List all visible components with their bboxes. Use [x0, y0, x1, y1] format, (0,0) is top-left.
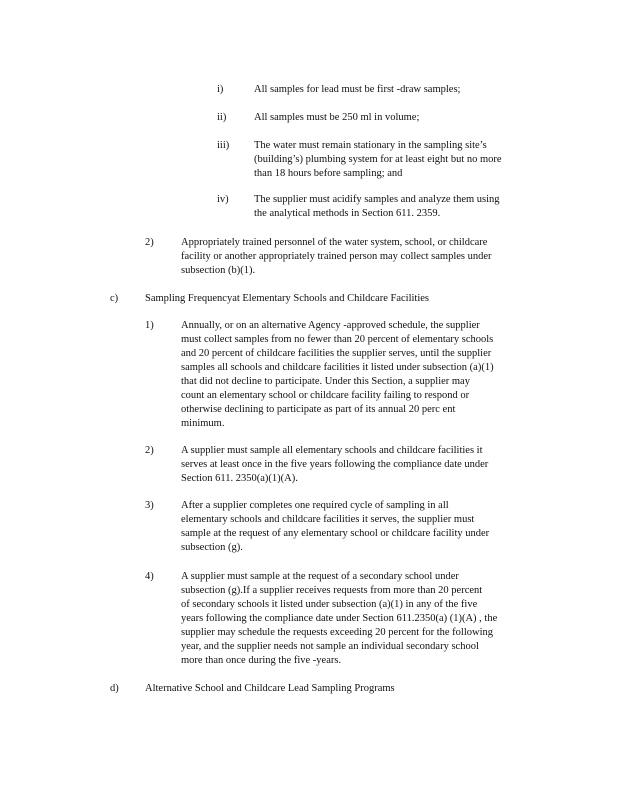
text-line: more than once during the five -years. — [181, 655, 342, 666]
text-line: serves at least once in the five years following the compliance date under — [181, 459, 489, 470]
text-line: years following the compliance date under Section 611.2350(a) (1)(A) , the — [181, 613, 498, 624]
text-line: elementary schools and childcare facilities it serves, the supplier must — [181, 514, 475, 525]
text-line: must collect samples from no fewer than 20 percent of elementary schools — [181, 334, 494, 345]
item-label: iv) — [217, 194, 229, 205]
text-line: and 20 percent of childcare facilities the supplier serves, until the supplier — [181, 348, 492, 359]
text-line: otherwise declining to participate as part of its annual 20 perc ent — [181, 404, 456, 415]
item-label: iii) — [217, 140, 230, 151]
item-label: 4) — [145, 571, 154, 582]
text-line: Annually, or on an alternative Agency -approved schedule, the supplier — [181, 320, 480, 331]
text-line: The supplier must acidify samples and analyze them using — [254, 194, 500, 205]
text-line: of secondary schools it listed under subsection (a)(1) in any of the five — [181, 599, 478, 610]
item-label: 3) — [145, 500, 154, 511]
item-label: 2) — [145, 237, 154, 248]
text-line: All samples must be 250 ml in volume; — [254, 112, 420, 123]
text-line: than 18 hours before sampling; and — [254, 168, 403, 179]
text-line: (building’s) plumbing system for at least eight but no more — [254, 154, 502, 165]
text-line: A supplier must sample at the request of a secondary school under — [181, 571, 459, 582]
section-label: c) — [110, 293, 119, 304]
item-label: 2) — [145, 445, 154, 456]
text-line: the analytical methods in Section 611. 2359. — [254, 208, 441, 219]
item-label: i) — [217, 84, 224, 95]
text-line: The water must remain stationary in the sampling site’s — [254, 140, 487, 151]
section-heading-text: Sampling Frequencyat Elementary Schools and Childcare Facilities — [145, 293, 430, 304]
item-label: 1) — [145, 320, 154, 331]
section-label: d) — [110, 683, 119, 694]
text-line: subsection (b)(1). — [181, 265, 256, 276]
text-line: subsection (g). — [181, 542, 243, 553]
text-line: Section 611. 2350(a)(1)(A). — [181, 473, 298, 484]
text-line: minimum. — [181, 418, 225, 429]
text-line: that did not decline to participate. Under this Section, a supplier may — [181, 376, 470, 387]
text-line: Appropriately trained personnel of the water system, school, or childcare — [181, 237, 488, 248]
text-line: subsection (g).If a supplier receives requests from more than 20 percent — [181, 585, 483, 596]
text-line: year, and the supplier needs not sample an individual secondary school — [181, 641, 479, 652]
section-heading-text: Alternative School and Childcare Lead Sampling Programs — [145, 683, 395, 694]
text-line: All samples for lead must be first -draw samples; — [254, 84, 461, 95]
text-line: A supplier must sample all elementary schools and childcare facilities it — [181, 445, 483, 456]
item-label: ii) — [217, 112, 227, 123]
text-line: samples all schools and childcare facilities it listed under subsection (a)(1) — [181, 362, 494, 373]
text-line: supplier may schedule the requests exceeding 20 percent for the following — [181, 627, 493, 638]
text-line: After a supplier completes one required cycle of sampling in all — [181, 500, 449, 511]
text-line: count an elementary school or childcare facility failing to respond or — [181, 390, 470, 401]
text-line: sample at the request of any elementary school or childcare facility under — [181, 528, 490, 539]
text-line: facility or another appropriately trained person may collect samples under — [181, 251, 492, 262]
